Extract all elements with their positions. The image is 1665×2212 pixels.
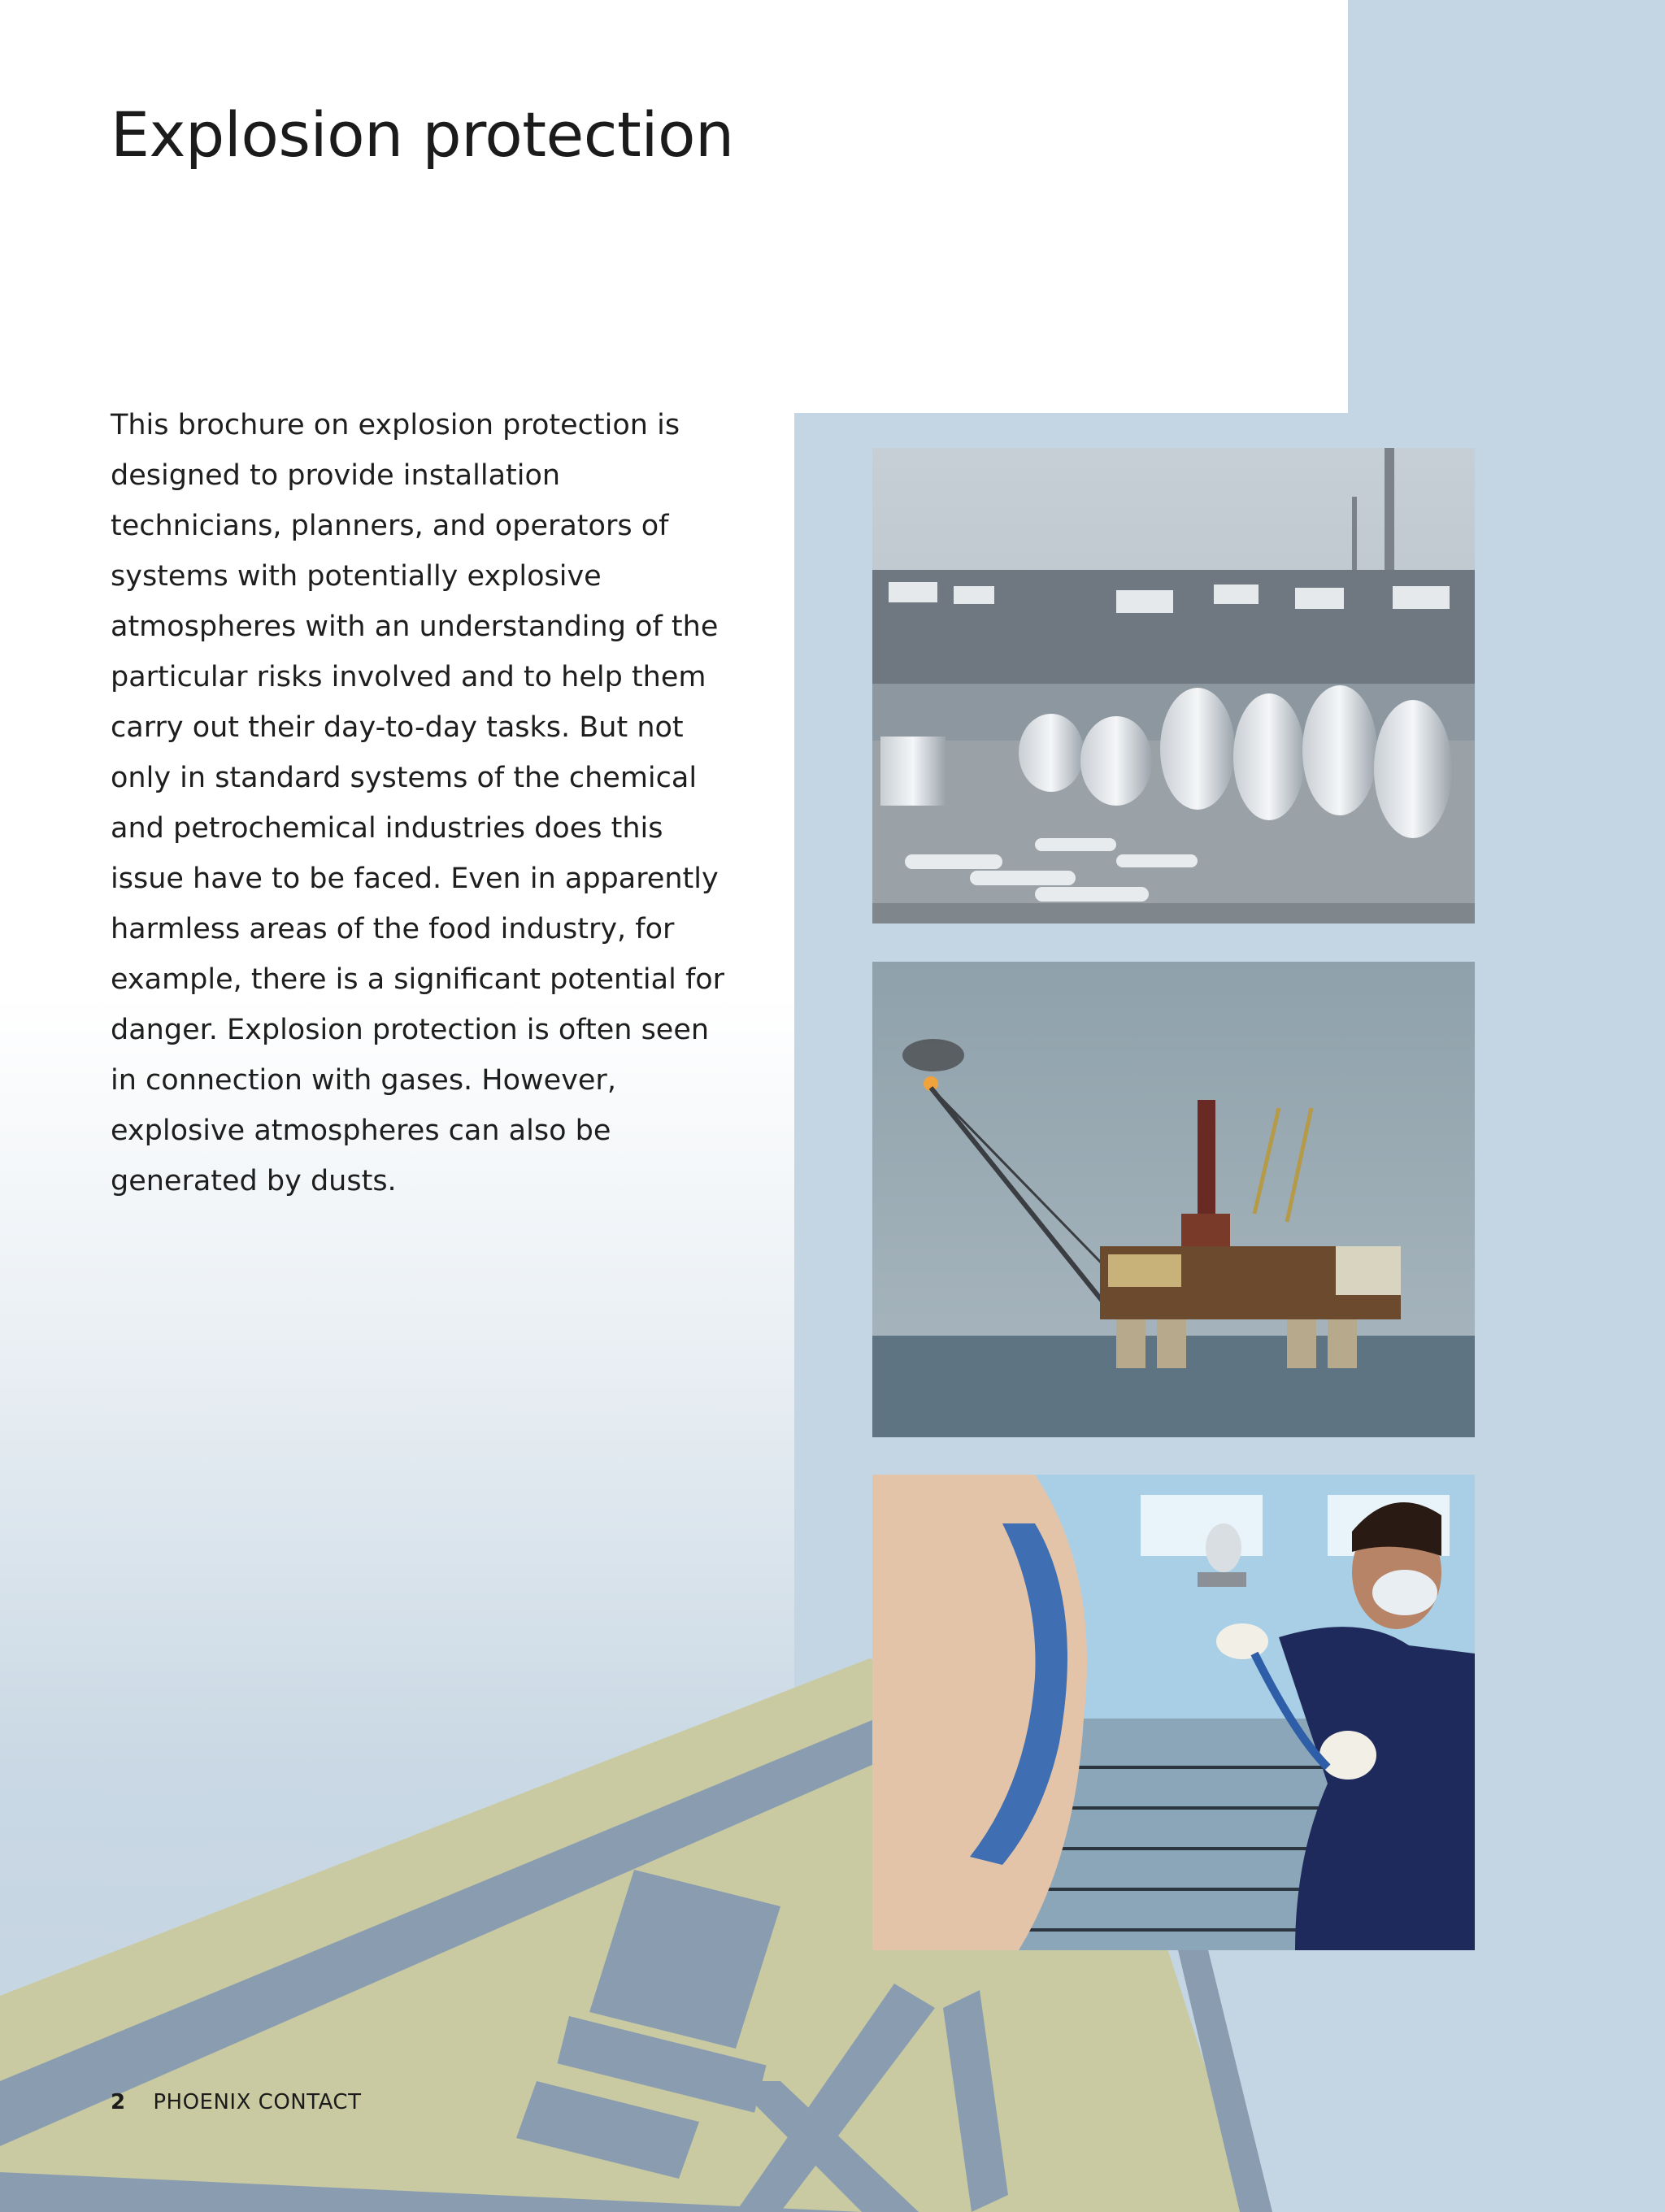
spray-painter-photo [872,1475,1475,1950]
page-title: Explosion protection [111,98,734,171]
company-name: PHOENIX CONTACT [153,2090,362,2114]
refinery-photo [872,448,1475,923]
page-number: 2 [111,2090,126,2114]
offshore-platform-photo [872,962,1475,1437]
page-footer [111,2089,361,2115]
intro-paragraph: This brochure on explosion protection is designed to provide installation technicians, planners, and operators of systems with potentially explosive atmospheres with an understanding of the particular risks involved and to help them carry out their day-to-day tasks. But not only in standard systems of the chemical and petrochemical industries does this issue have to be faced. Even in apparently harmless areas of the food industry, for example, there is a significant potential for danger. Explosion protection is often seen in connection with gases. However, explosive atmospheres can also be generated by dusts. [111,409,725,1197]
